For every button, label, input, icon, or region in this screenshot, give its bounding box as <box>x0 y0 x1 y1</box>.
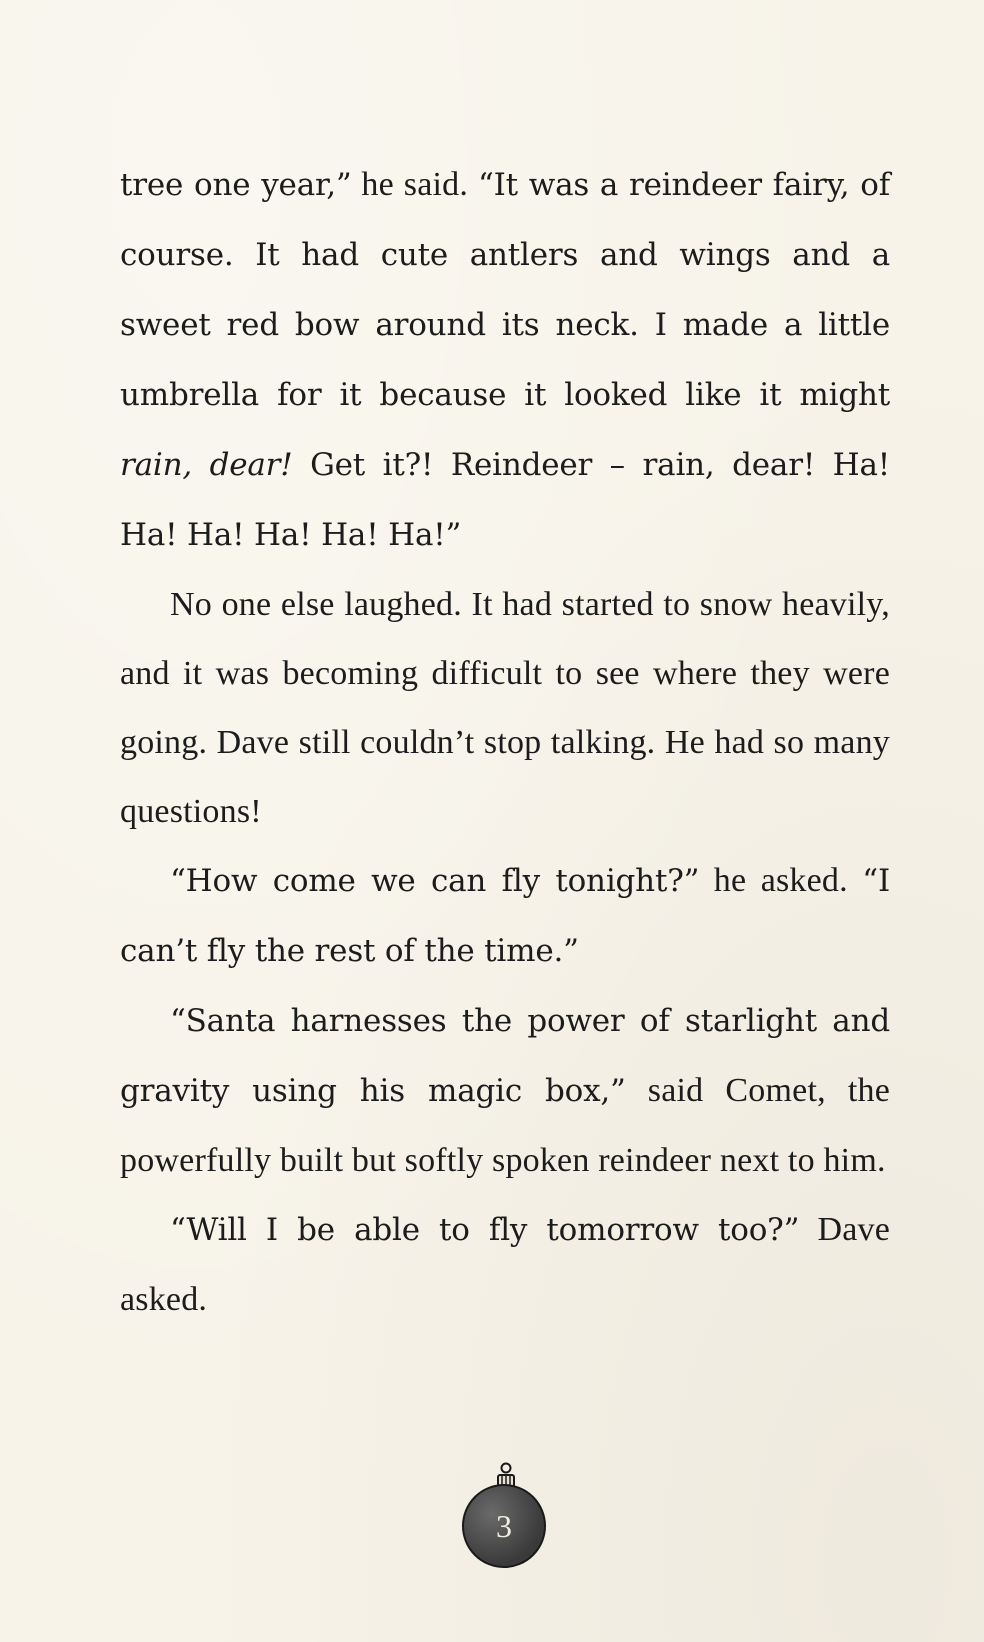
page-footer <box>462 1462 548 1572</box>
dialogue-emphasis-text: rain, dear! <box>120 447 293 483</box>
page-number: 3 <box>496 1508 512 1544</box>
narration-text: No one else laughed. It had started to snow heavily, and it was becoming difficult to see where they were going. Dave still couldn’t stop talking. He had so many questions! <box>120 586 890 830</box>
dialogue-text: tree one year,” <box>120 167 352 203</box>
dialogue-text: “Santa harnesses the power of starlight and gravity using his magic box,” <box>120 1003 890 1109</box>
narration-text: said Comet, the powerfully built but softly spoken reindeer next to him. <box>120 1072 890 1179</box>
paragraph-3 <box>120 846 890 986</box>
dialogue-text: “Will I be able to fly tomorrow too?” <box>170 1212 800 1248</box>
book-page-body <box>120 150 890 1334</box>
paragraph-1 <box>120 150 890 570</box>
dialogue-text: “It was a reindeer fairy, of course. It had cute antlers and wings and a sweet red bow around its neck. I made a little umbrella for it because it looked like it might <box>120 167 891 413</box>
narration-text: he said. <box>351 166 478 203</box>
paragraph-2 <box>120 570 890 846</box>
dialogue-text: “How come we can fly tonight?” <box>170 863 700 899</box>
dialogue-text: “I can’t fly the rest of the time.” <box>120 863 890 969</box>
paragraph-5 <box>120 1195 890 1334</box>
dialogue-text: Get it?! Reindeer – rain, dear! Ha! Ha! Ha! Ha! Ha! Ha!” <box>120 447 890 553</box>
narration-text: Dave asked. <box>120 1211 890 1318</box>
paragraph-4 <box>120 986 890 1195</box>
narration-text: he asked. <box>699 862 863 899</box>
